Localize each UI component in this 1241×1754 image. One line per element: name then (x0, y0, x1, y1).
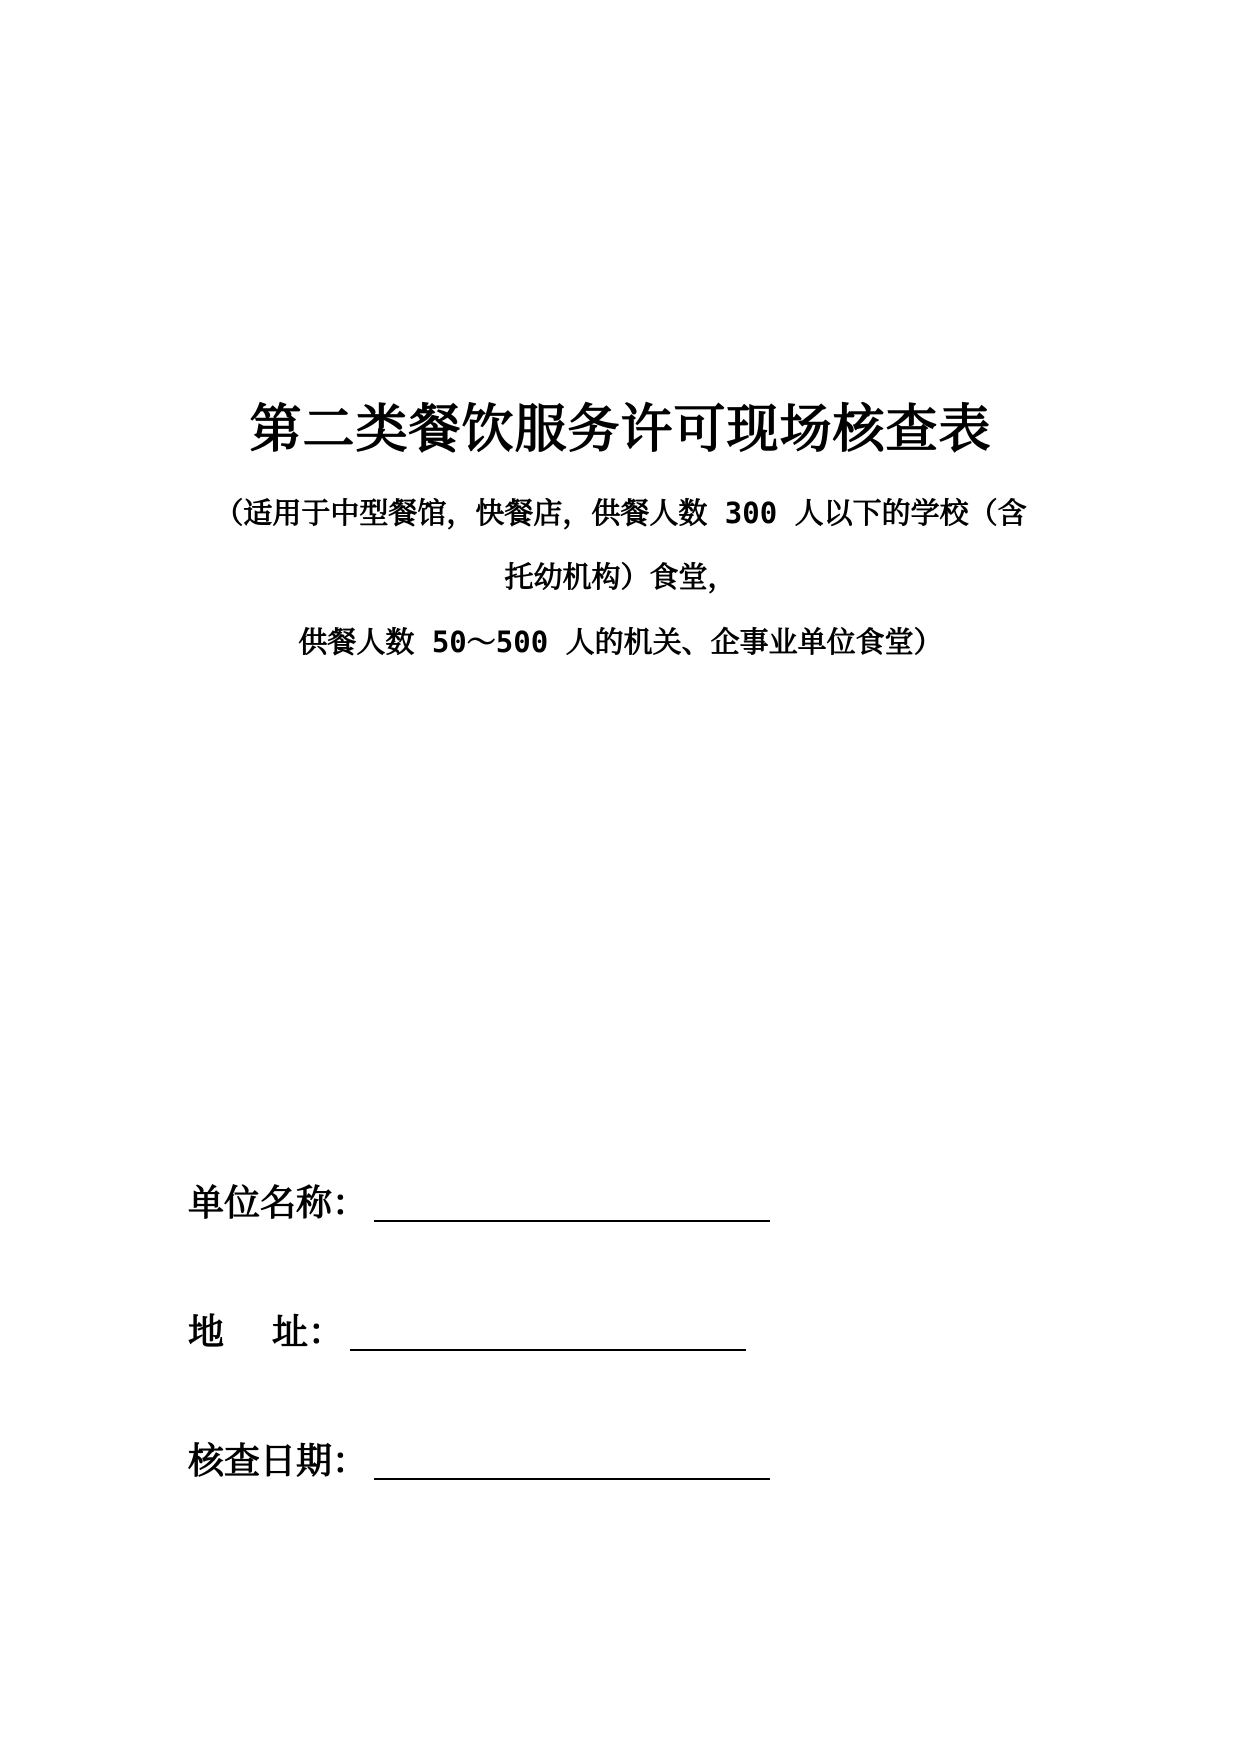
unit-name-label: 单位名称： (188, 1183, 369, 1224)
address-label (188, 1309, 344, 1357)
subtitle-line-1: （适用于中型餐馆，快餐店，供餐人数 300 人以下的学校（含 (214, 496, 1027, 530)
address-label-part1: 地 (188, 1312, 225, 1353)
unit-name-field (188, 1178, 770, 1228)
check-date-blank-line[interactable] (374, 1468, 770, 1480)
address-blank-line[interactable] (350, 1339, 746, 1351)
document-title: 第二类餐饮服务许可现场核查表 (249, 399, 992, 460)
subtitle-line-3: 供餐人数 50～500 人的机关、企事业单位食堂） (298, 625, 943, 659)
subtitle-line-2: 托幼机构）食堂， (504, 560, 737, 594)
address-field (188, 1307, 746, 1357)
check-date-label: 核查日期： (188, 1441, 369, 1482)
address-label-part2: 址： (272, 1312, 345, 1353)
unit-name-blank-line[interactable] (374, 1210, 770, 1222)
check-date-field (188, 1436, 770, 1486)
